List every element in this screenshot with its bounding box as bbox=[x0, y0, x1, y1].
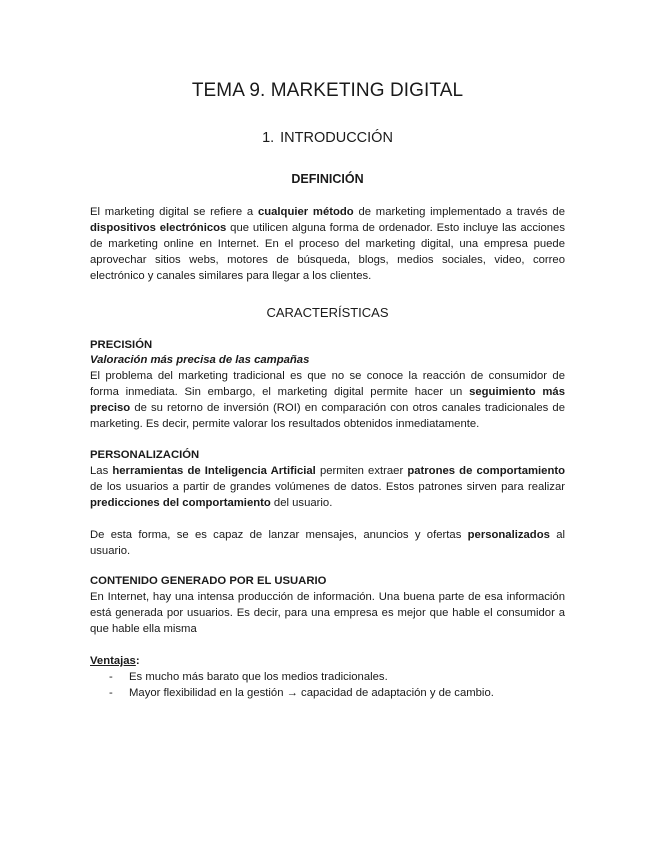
section-title: INTRODUCCIÓN bbox=[280, 130, 393, 146]
ventajas-colon: : bbox=[135, 655, 140, 668]
personalizacion-bold-3: predicciones del comportamiento bbox=[90, 496, 271, 509]
list-item-text: Mayor flexibilidad en la gestión → capacidad de adaptación y de cambio. bbox=[129, 686, 494, 699]
contenido-heading: CONTENIDO GENERADO POR EL USUARIO bbox=[90, 575, 327, 588]
contenido-paragraph: En Internet, hay una intensa producción de información. Una buena parte de esa información está generada por usuarios. Es decir, para una empresa es mejor que hable el consumidor a que hable ella misma bbox=[90, 591, 565, 636]
bullet-dash: - bbox=[109, 670, 113, 683]
definicion-text-2: de marketing implementado a través de bbox=[353, 206, 565, 218]
precision-block bbox=[90, 338, 565, 433]
precision-bold-1: seguimiento más preciso bbox=[90, 386, 565, 415]
definicion-bold-2: dispositivos electrónicos bbox=[90, 221, 227, 234]
personalizacion-heading: PERSONALIZACIÓN bbox=[90, 448, 200, 461]
list-item bbox=[90, 670, 565, 686]
personalizacion-paragraph-2 bbox=[90, 528, 565, 560]
section-heading bbox=[90, 129, 565, 147]
personalizacion-bold-1: herramientas de Inteligencia Artificial bbox=[112, 464, 316, 477]
personalizacion-text-5: De esta forma, se es capaz de lanzar mensajes, anuncios y ofertas bbox=[90, 528, 468, 541]
personalizacion-bold-2: patrones de comportamiento bbox=[407, 464, 566, 477]
precision-subheading: Valoración más precisa de las campañas bbox=[90, 354, 310, 367]
personalizacion-text-1: Las bbox=[90, 464, 113, 477]
ventajas-list bbox=[90, 670, 565, 702]
personalizacion-text-3: de los usuarios a partir de grandes volúmenes de datos. Estos patrones sirven para realizar bbox=[90, 480, 565, 493]
precision-text-1: El problema del marketing tradicional es que no se conoce la reacción de consumidor de forma inmediata. Sin embargo, el marketing digital permite hacer un bbox=[90, 370, 565, 399]
personalizacion-text-4: del usuario. bbox=[270, 496, 333, 509]
precision-text-2: de su retorno de inversión (ROI) en comparación con otros canales tradicionales de marketing. Es decir, permite valorar los resultados obtenidos inmediatamente. bbox=[90, 402, 565, 431]
document-title: TEMA 9. MARKETING DIGITAL bbox=[191, 80, 464, 101]
definicion-heading: DEFINICIÓN bbox=[291, 172, 364, 186]
definicion-paragraph bbox=[90, 205, 565, 285]
definicion-text-1: El marketing digital se refiere a bbox=[90, 206, 258, 218]
ventajas-heading bbox=[90, 654, 565, 670]
list-item bbox=[90, 686, 565, 702]
definicion-text-3: que utilicen alguna forma de ordenador. Esto incluye las acciones de marketing online en Internet. En el proceso del marketing digital, una empresa puede aprovechar sitios webs, motores de búsqueda, blogs, medios sociales, video, correo electrónico y canales similares para llegar a los clientes. bbox=[90, 221, 565, 282]
precision-paragraph bbox=[90, 369, 565, 433]
definicion-bold-1: cualquier método bbox=[257, 206, 354, 218]
ventajas-label: Ventajas bbox=[90, 655, 136, 668]
personalizacion-paragraph-1 bbox=[90, 464, 565, 512]
precision-heading: PRECISIÓN bbox=[90, 338, 153, 351]
personalizacion-text-6: al usuario. bbox=[90, 528, 565, 557]
bullet-dash: - bbox=[109, 686, 113, 699]
caracteristicas-heading: CARACTERÍSTICAS bbox=[266, 304, 389, 320]
list-item-text: Es mucho más barato que los medios tradicionales. bbox=[129, 670, 388, 683]
contenido-block bbox=[90, 574, 565, 638]
section-number: 1. bbox=[262, 130, 275, 146]
personalizacion-bold-4: personalizados bbox=[467, 528, 550, 541]
personalizacion-block bbox=[90, 448, 565, 559]
personalizacion-text-2: permiten extraer bbox=[315, 464, 408, 477]
